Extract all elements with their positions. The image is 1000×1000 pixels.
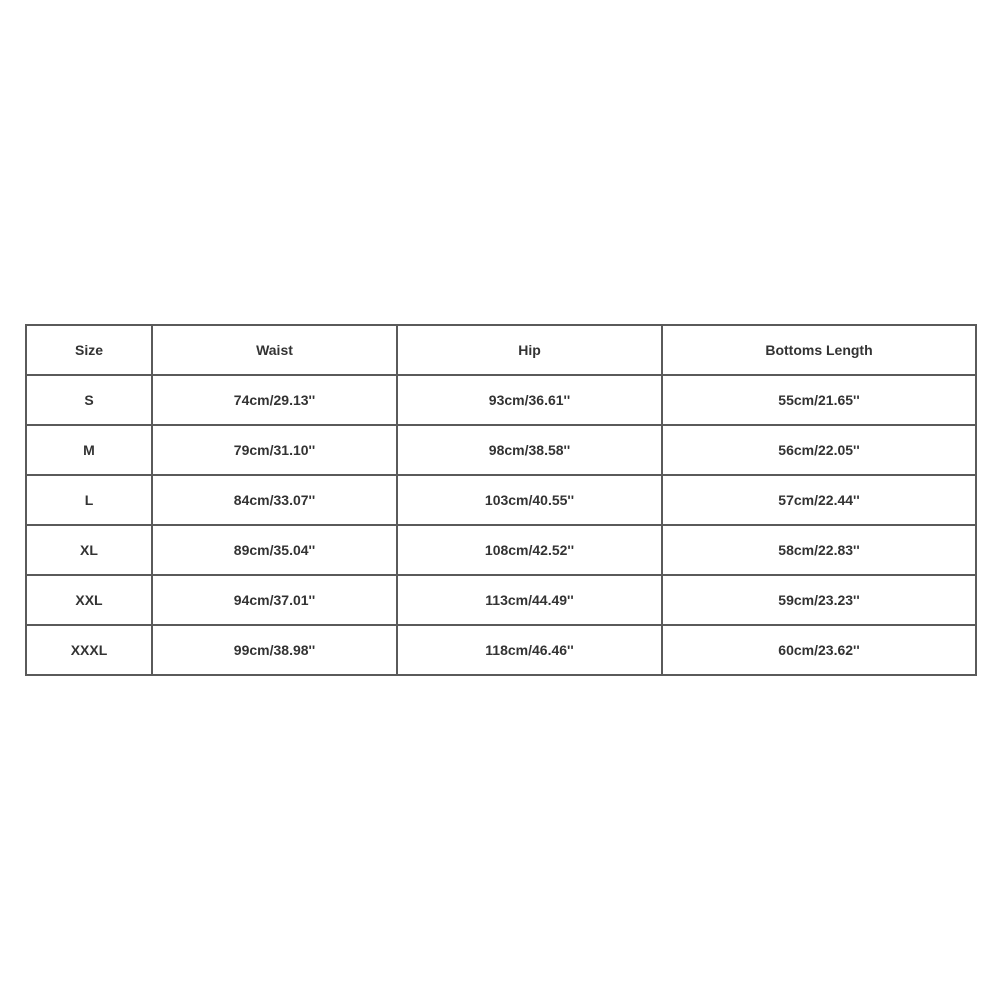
- bottoms-length-cell: 57cm/22.44'': [662, 475, 976, 525]
- size-chart-body: [26, 375, 976, 675]
- size-chart-header: [26, 325, 976, 375]
- size-cell: M: [26, 425, 152, 475]
- table-row: [26, 475, 976, 525]
- hip-cell: 113cm/44.49'': [397, 575, 662, 625]
- bottoms-length-cell: 56cm/22.05'': [662, 425, 976, 475]
- header-hip: Hip: [397, 325, 662, 375]
- size-cell: L: [26, 475, 152, 525]
- hip-cell: 98cm/38.58'': [397, 425, 662, 475]
- hip-cell: 93cm/36.61'': [397, 375, 662, 425]
- size-chart-table: [25, 324, 977, 676]
- table-row: [26, 575, 976, 625]
- bottoms-length-cell: 60cm/23.62'': [662, 625, 976, 675]
- size-cell: XXL: [26, 575, 152, 625]
- table-row: [26, 525, 976, 575]
- table-row: [26, 625, 976, 675]
- header-bottoms-length: Bottoms Length: [662, 325, 976, 375]
- hip-cell: 103cm/40.55'': [397, 475, 662, 525]
- bottoms-length-cell: 58cm/22.83'': [662, 525, 976, 575]
- header-row: [26, 325, 976, 375]
- bottoms-length-cell: 59cm/23.23'': [662, 575, 976, 625]
- waist-cell: 89cm/35.04'': [152, 525, 397, 575]
- waist-cell: 74cm/29.13'': [152, 375, 397, 425]
- table-row: [26, 425, 976, 475]
- waist-cell: 94cm/37.01'': [152, 575, 397, 625]
- waist-cell: 99cm/38.98'': [152, 625, 397, 675]
- size-cell: XXXL: [26, 625, 152, 675]
- table-row: [26, 375, 976, 425]
- waist-cell: 79cm/31.10'': [152, 425, 397, 475]
- header-size: Size: [26, 325, 152, 375]
- hip-cell: 108cm/42.52'': [397, 525, 662, 575]
- header-waist: Waist: [152, 325, 397, 375]
- hip-cell: 118cm/46.46'': [397, 625, 662, 675]
- bottoms-length-cell: 55cm/21.65'': [662, 375, 976, 425]
- waist-cell: 84cm/33.07'': [152, 475, 397, 525]
- size-cell: XL: [26, 525, 152, 575]
- size-cell: S: [26, 375, 152, 425]
